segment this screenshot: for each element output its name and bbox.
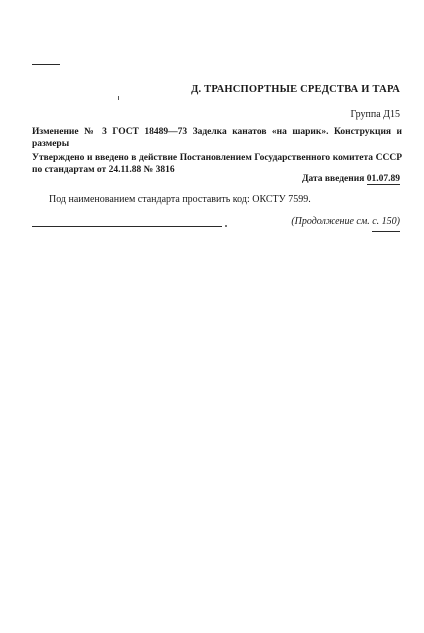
scan-speck xyxy=(118,96,119,100)
continuation-note: (Продолжение см. с. 150) xyxy=(291,216,400,227)
top-rule xyxy=(32,64,60,65)
amendment-title: Изменение № 3 ГОСТ 18489—73 Заделка канатов «на шарик». Конструкция и размеры xyxy=(32,127,402,149)
body-text: Под наименованием стандарта проставить код: ОКСТУ 7599. xyxy=(49,194,311,205)
section-heading: Д. ТРАНСПОРТНЫЕ СРЕДСТВА И ТАРА xyxy=(191,84,400,95)
scan-speck xyxy=(225,225,227,227)
group-label: Группа Д15 xyxy=(350,109,400,120)
effective-date xyxy=(302,174,400,184)
effective-date-label: Дата введения xyxy=(301,174,365,184)
effective-date-value: 01.07.89 xyxy=(366,174,400,184)
bottom-rule-left xyxy=(32,226,222,227)
approval-text: Утверждено и введено в действие Постановлением Государственного комитета СССР по стандартам от 24.11.88 № 3816 xyxy=(32,153,402,175)
bottom-rule-right xyxy=(372,231,400,232)
